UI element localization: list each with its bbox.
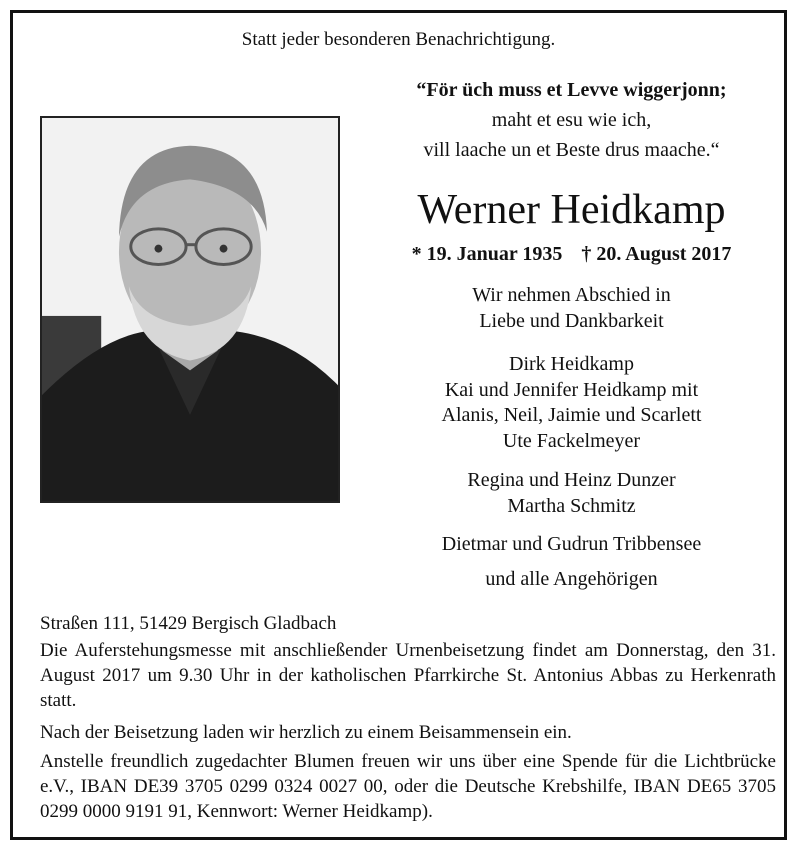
mourners-group-1 <box>359 352 784 454</box>
service-paragraph: Die Auferstehungsmesse mit anschließender Urnenbeisetzung findet am Donnerstag, den 31. August 2017 um 9.30 Uhr in der katholischen Pfarrkirche St. Antonius Abbas zu Herkenrath statt. <box>40 640 776 711</box>
obituary-frame <box>10 10 787 840</box>
portrait-photo <box>40 116 340 503</box>
mourner-line: Regina und Heinz Dunzer <box>467 469 676 491</box>
mourners-group-2 <box>359 468 784 519</box>
deceased-name: Werner Heidkamp <box>417 187 726 233</box>
quote-line-1: “För üch muss et Levve wiggerjonn; <box>416 79 727 101</box>
life-dates <box>359 243 784 266</box>
mourner-line: Dirk Heidkamp <box>509 353 634 375</box>
quote <box>359 75 784 165</box>
notice-line: Statt jeder besonderen Benachrichtigung. <box>241 29 556 50</box>
mourners-group-3: Dietmar und Gudrun Tribbensee <box>441 533 702 555</box>
mourners-group-4: und alle Angehörigen <box>485 568 658 590</box>
death-date: † 20. August 2017 <box>581 243 732 265</box>
farewell-text <box>359 283 784 334</box>
gathering-paragraph: Nach der Beisetzung laden wir herzlich zu einem Beisammensein ein. <box>40 722 572 743</box>
mourner-line: Martha Schmitz <box>507 494 636 517</box>
quote-line-3: vill laache un et Beste drus maache.“ <box>423 139 720 161</box>
donation-paragraph: Anstelle freundlich zugedachter Blumen freuen wir uns über eine Spende für die Lichtbrücke e.V., IBAN DE39 3705 0299 0324 0027 00, oder die Deutsche Krebshilfe, IBAN DE65 3705 0299 0000 9191 91, Kennwort: Werner Heidkamp). <box>40 751 776 822</box>
mourner-line: Ute Fackelmeyer <box>502 429 641 452</box>
mourner-line: Kai und Jennifer Heidkamp mit <box>444 378 699 401</box>
address: Straßen 111, 51429 Bergisch Gladbach <box>40 613 337 634</box>
quote-line-2: maht et esu wie ich, <box>491 109 652 131</box>
mourner-line: Alanis, Neil, Jaimie und Scarlett <box>441 404 702 426</box>
birth-date: * 19. Januar 1935 <box>411 243 563 265</box>
portrait-image <box>42 118 338 501</box>
farewell-line: Liebe und Dankbarkeit <box>479 309 664 332</box>
farewell-line: Wir nehmen Abschied in <box>472 284 671 306</box>
